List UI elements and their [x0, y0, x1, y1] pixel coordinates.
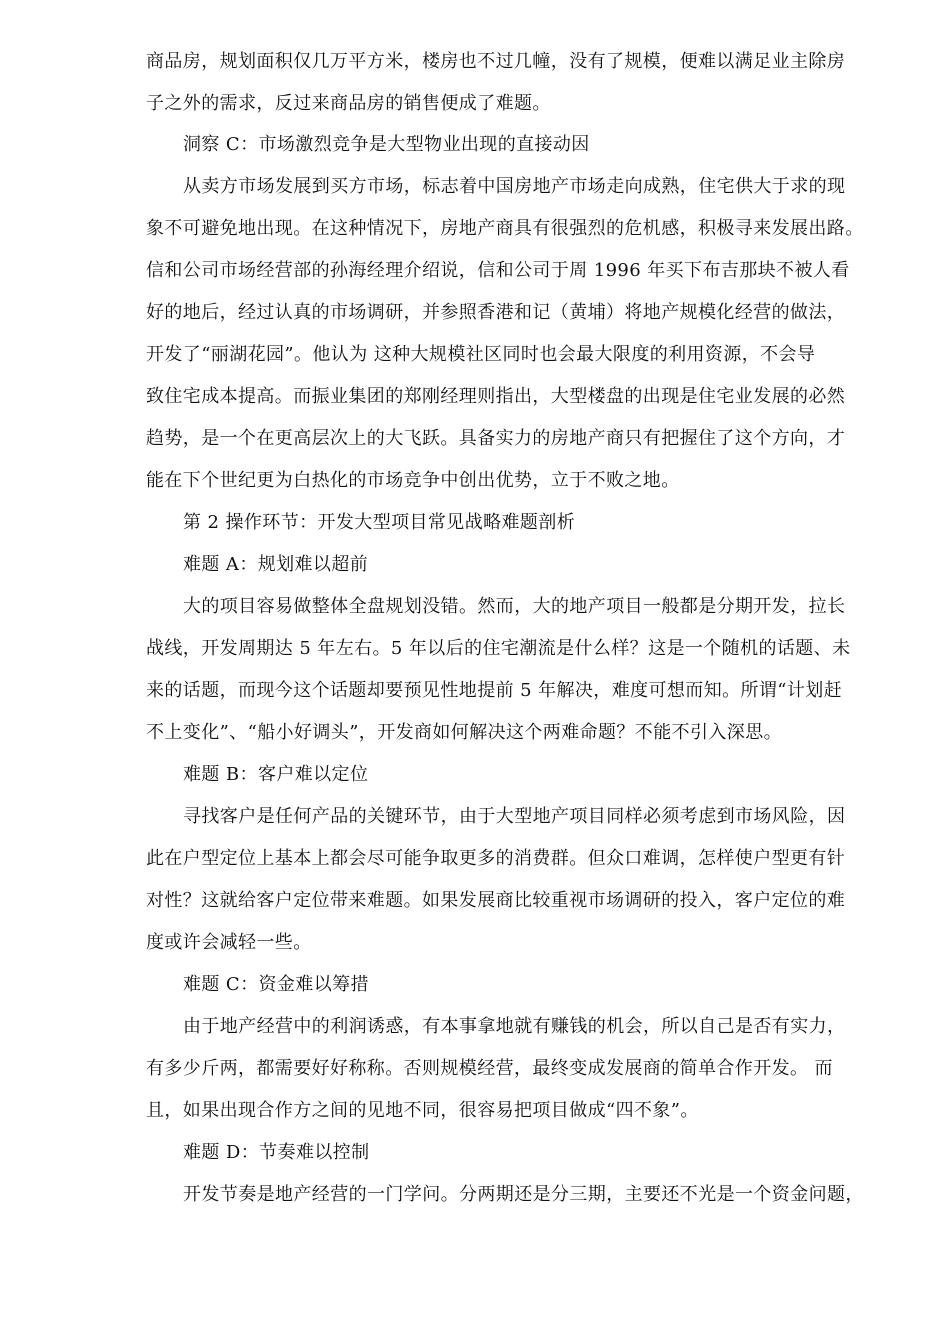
paragraph-line: 子之外的需求，反过来商品房的销售便成了难题。: [146, 93, 551, 114]
section-heading: 洞察 C：市场激烈竞争是大型物业出现的直接动因: [183, 134, 590, 155]
section-heading: 难题 B：客户难以定位: [183, 764, 369, 785]
paragraph-line: 不上变化”、“船小好调头”，开发商如何解决这个两难命题？不能不引入深思。: [146, 722, 783, 743]
paragraph-line: 大的项目容易做整体全盘规划没错。然而，大的地产项目一般都是分期开发，拉长: [183, 596, 846, 617]
paragraph-line: 开发了“丽湖花园”。他认为 这种大规模社区同时也会最大限度的利用资源，不会导: [146, 344, 816, 365]
paragraph-line: 寻找客户是任何产品的关键环节，由于大型地产项目同样必须考虑到市场风险，因: [183, 806, 846, 827]
paragraph-line: 战线，开发周期达 5 年左右。5 年以后的住宅潮流是什么样？这是一个随机的话题、未: [146, 638, 851, 659]
paragraph-line: 象不可避免地出现。在这种情况下，房地产商具有很强烈的危机感，积极寻来发展出路。: [146, 218, 864, 239]
paragraph-line: 致住宅成本提高。而振业集团的郑刚经理则指出，大型楼盘的出现是住宅业发展的必然: [146, 386, 846, 407]
paragraph-line: 开发节奏是地产经营的一门学问。分两期还是分三期，主要还不光是一个资金问题，: [183, 1184, 864, 1205]
paragraph-line: 此在户型定位上基本上都会尽可能争取更多的消费群。但众口难调，怎样使户型更有针: [146, 848, 846, 869]
paragraph-line: 趋势，是一个在更高层次上的大飞跃。具备实力的房地产商只有把握住了这个方向，才: [146, 428, 846, 449]
paragraph-line: 来的话题，而现今这个话题却要预见性地提前 5 年解决，难度可想而知。所谓“计划赶: [146, 680, 843, 701]
paragraph-line: 度或许会减轻一些。: [146, 932, 312, 953]
paragraph-line: 能在下个世纪更为白热化的市场竞争中创出优势，立于不败之地。: [146, 470, 680, 491]
paragraph-line: 且，如果出现合作方之间的见地不同，很容易把项目做成“四不象”。: [146, 1100, 699, 1121]
paragraph-line: 对性？这就给客户定位带来难题。如果发展商比较重视市场调研的投入，客户定位的难: [146, 890, 846, 911]
section-heading: 难题 A：规划难以超前: [183, 554, 369, 575]
section-heading: 难题 D：节奏难以控制: [183, 1142, 370, 1163]
paragraph-line: 从卖方市场发展到买方市场，标志着中国房地产市场走向成熟，住宅供大于求的现: [183, 176, 846, 197]
paragraph-line: 有多少斤两，都需要好好称称。否则规模经营，最终变成发展商的简单合作开发。 而: [146, 1058, 833, 1079]
paragraph-line: 好的地后，经过认真的市场调研，并参照香港和记（黄埔）将地产规模化经营的做法，: [146, 302, 846, 323]
paragraph-line: 由于地产经营中的利润诱惑，有本事拿地就有赚钱的机会，所以自己是否有实力，: [183, 1016, 846, 1037]
section-heading: 第 2 操作环节：开发大型项目常见战略难题剖析: [183, 512, 576, 533]
section-heading: 难题 C：资金难以筹措: [183, 974, 369, 995]
paragraph-line: 信和公司市场经营部的孙海经理介绍说，信和公司于周 1996 年买下布吉那块不被人看: [146, 260, 850, 281]
paragraph-line: 商品房，规划面积仅几万平方米，楼房也不过几幢，没有了规模，便难以满足业主除房: [146, 51, 846, 72]
